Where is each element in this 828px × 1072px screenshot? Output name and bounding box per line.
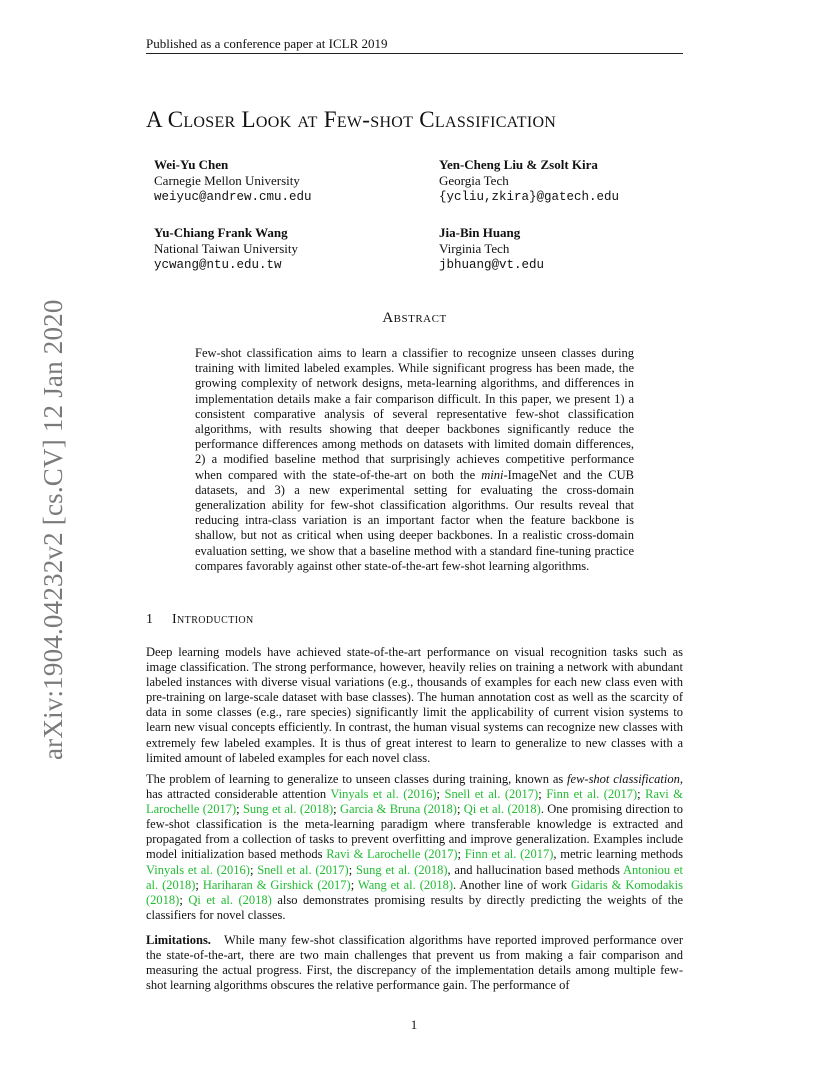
abstract-text: -ImageNet and the CUB datasets, and 3) a new experimental setting for evaluating the cross-domain generalization ability for few-shot classification algorithms. Our results reveal that reducing intra-class variation is an important factor when the feature backbone is shallow, but not as critical when using deeper backbones. In a realistic cross-domain evaluation setting, we show that a baseline method with a standard fine-tuning practice compares favorably against other state-of-the-art few-shot learning algorithms. xyxy=(195,467,634,573)
body-text: While many few-shot classification algorithms have reported improved performance over the state-of-the-art, there are two main challenges that prevent us from making a fair comparison and measuring the actual progress. First, the discrepancy of the implementation details among multiple few-shot learning algorithms obscures the relative performance gain. The performance of xyxy=(146,933,684,993)
running-header: Published as a conference paper at ICLR 2019 xyxy=(146,36,388,51)
separator: ; xyxy=(436,787,445,802)
citation-link[interactable]: Antoniou et al. (2018) xyxy=(146,862,683,892)
section-heading xyxy=(146,611,683,629)
separator: ; xyxy=(637,787,646,802)
abstract-text: Few-shot classification aims to learn a classifier to recognize unseen classes during training with limited labeled examples. While significant progress has been made, the growing complexity of network designs, meta-learning algorithms, and differences in implementation details make a fair comparison difficult. In this paper, we present 1) a consistent comparative analysis of several representative few-shot classification algorithms, with results showing that deeper backbones significantly reduce the performance differences among methods on datasets with limited domain differences, 2) a modified baseline method that surprisingly achieves competitive performance when compared with the state-of-the-art on both the xyxy=(195,346,634,482)
citation-link[interactable]: Ravi & Larochelle (2017) xyxy=(326,847,458,862)
citation-link[interactable]: Finn et al. (2017) xyxy=(546,787,638,802)
citation-link[interactable]: Finn et al. (2017) xyxy=(464,847,554,862)
separator: ; xyxy=(333,802,340,817)
separator: ; xyxy=(195,877,203,892)
citation-link[interactable]: Garcia & Bruna (2018) xyxy=(340,802,457,817)
author-name: Yu-Chiang Frank Wang xyxy=(154,225,288,240)
author-name: Wei-Yu Chen xyxy=(154,157,229,172)
citation-link[interactable]: Snell et al. (2017) xyxy=(257,862,349,877)
author-block xyxy=(154,225,298,273)
separator: ; xyxy=(457,847,465,862)
separator: ; xyxy=(236,802,243,817)
paper-title: A Closer Look at Few-shot Classification xyxy=(146,107,557,132)
separator: ; xyxy=(456,802,464,817)
separator: ; xyxy=(348,862,356,877)
citation-link[interactable]: Vinyals et al. (2016) xyxy=(330,787,437,802)
citation-link[interactable]: Gidaris & Komodakis (2018) xyxy=(146,877,683,907)
author-affiliation: Georgia Tech xyxy=(439,173,509,188)
paragraph-label: Limitations. xyxy=(146,933,211,947)
citation-link[interactable]: Sung et al. (2018) xyxy=(355,862,448,877)
abstract-body xyxy=(195,346,634,574)
body-text: . One promising direction to few-shot classification is the meta-learning paradigm where transferable knowledge is extracted and propagated from a collection of tasks to prevent overfitting and improve generalization. Examples include model initialization based methods xyxy=(146,802,683,862)
author-name: Jia-Bin Huang xyxy=(439,225,521,240)
paragraph-intro: Deep learning models have achieved state-of-the-art performance on visual recognition tasks such as image classification. The strong performance, however, heavily relies on training a network with abundant labeled instances with diverse visual variations (e.g., thousands of examples for each new class even with pre-training on large-scale dataset with base classes). The human annotation cost as well as the scarcity of data in some classes (e.g., rare species) significantly limit the applicability of current vision systems to learn new visual concepts efficiently. In contrast, the human visual systems can recognize new classes with extremely few labeled examples. It is thus of great interest to learn to generalize to new classes with a limited amount of labeled examples for each novel class. xyxy=(146,645,683,765)
citation-link[interactable]: Qi et al. (2018) xyxy=(463,802,541,817)
author-email[interactable]: ycwang@ntu.edu.tw xyxy=(154,258,282,272)
author-block xyxy=(154,157,312,205)
arxiv-identifier[interactable]: arXiv:1904.04232v2 [cs.CV] 12 Jan 2020 xyxy=(38,299,68,760)
citation-link[interactable]: Qi et al. (2018) xyxy=(188,892,272,907)
body-text: , metric learning methods xyxy=(553,847,683,862)
citation-link[interactable]: Vinyals et al. (2016) xyxy=(146,862,250,877)
separator: ; xyxy=(538,787,547,802)
author-name: Yen-Cheng Liu & Zsolt Kira xyxy=(439,157,598,172)
page-number: 1 xyxy=(410,1017,418,1032)
body-text: also demonstrates promising results by directly predicting the weights of the classifiers for novel classes. xyxy=(146,892,683,922)
citation-link[interactable]: Hariharan & Girshick (2017) xyxy=(202,877,351,892)
separator: ; xyxy=(350,877,358,892)
paragraph-limitations xyxy=(146,933,683,993)
body-text: The problem of learning to generalize to unseen classes during training, known as xyxy=(146,772,568,786)
body-text: , has attracted considerable attention xyxy=(146,772,683,802)
header-rule xyxy=(146,53,683,54)
author-affiliation: Virginia Tech xyxy=(439,241,510,256)
abstract-emphasis: mini xyxy=(481,467,504,482)
paragraph-related-work xyxy=(146,772,683,923)
author-affiliation: Carnegie Mellon University xyxy=(154,173,300,188)
author-email[interactable]: weiyuc@andrew.cmu.edu xyxy=(154,190,312,204)
author-email[interactable]: jbhuang@vt.edu xyxy=(439,258,545,272)
author-affiliation: National Taiwan University xyxy=(154,241,298,256)
citation-link[interactable]: Wang et al. (2018) xyxy=(357,877,454,892)
citation-link[interactable]: Sung et al. (2018) xyxy=(242,802,334,817)
section-title: Introduction xyxy=(172,612,254,627)
separator: ; xyxy=(179,892,189,907)
emphasis-text: few-shot classification xyxy=(567,772,680,786)
body-text: . Another line of work xyxy=(453,877,571,892)
body-text: , and hallucination based methods xyxy=(447,862,623,877)
separator: ; xyxy=(249,862,258,877)
author-block xyxy=(439,225,544,273)
section-number: 1 xyxy=(146,612,154,627)
abstract-heading: Abstract xyxy=(382,310,447,326)
author-email[interactable]: {ycliu,zkira}@gatech.edu xyxy=(439,190,620,204)
citation-link[interactable]: Ravi & Larochelle (2017) xyxy=(146,787,683,817)
author-block xyxy=(439,157,619,205)
citation-link[interactable]: Snell et al. (2017) xyxy=(444,787,539,802)
